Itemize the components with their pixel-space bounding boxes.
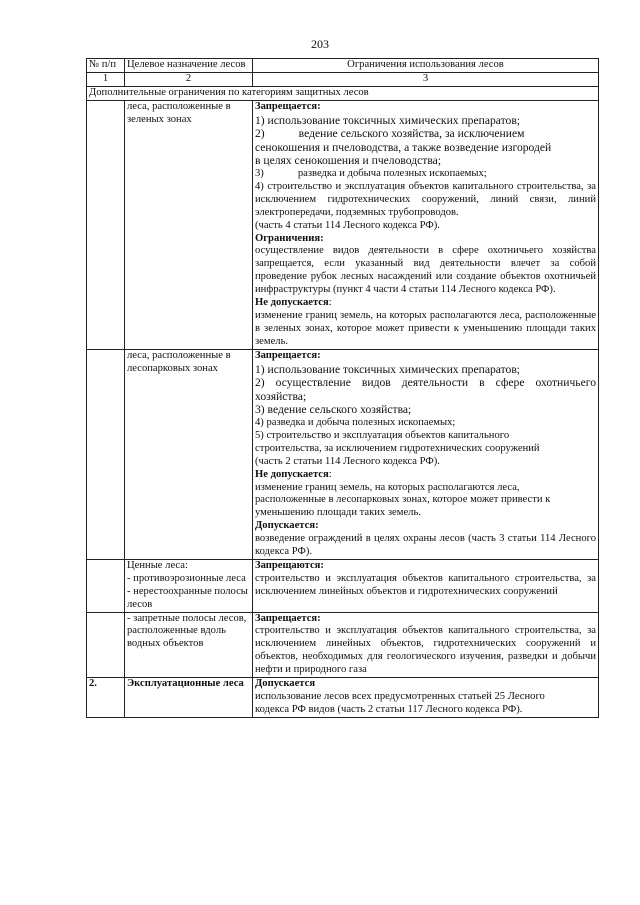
table-row-valuable-forests (87, 559, 599, 612)
row-number-cell (87, 100, 125, 349)
not-allowed-text: изменение границ земель, на которых располагаются леса, (255, 481, 520, 493)
prohibited-heading: Запрещаются: (255, 559, 324, 571)
row-label-valuable-forests: Ценные леса: - противоэрозионные леса - нерестоохранные полосы лесов (125, 559, 253, 612)
column-index-3: 3 (253, 72, 599, 86)
table-row-operational-forests (87, 678, 599, 718)
column-index-1: 1 (87, 72, 125, 86)
table-row-green-zones (87, 100, 599, 349)
list-item: 2) ведение сельского хозяйства, за исключением (255, 127, 525, 141)
list-item-cont: строительства, за исключением гидротехнических сооружений (255, 442, 540, 454)
row-content-valuable-forests (253, 559, 599, 612)
row-number-cell (87, 559, 125, 612)
page-number: 203 (311, 37, 329, 51)
restrictions-table (86, 58, 599, 718)
table-header-row (87, 59, 599, 73)
column-index-row (87, 72, 599, 86)
list-item: 5) строительство и эксплуатация объектов капитального (255, 429, 510, 441)
not-allowed-text: уменьшению площади таких земель. (255, 507, 421, 519)
header-restrictions: Ограничения использования лесов (253, 59, 599, 73)
row-number-cell (87, 349, 125, 559)
allowed-text: кодекса РФ видов (часть 2 статьи 117 Лесного кодекса РФ). (255, 703, 523, 715)
table-row-park-zones (87, 349, 599, 559)
not-allowed-text: расположенные в лесопарковых зонах, которое может привести к (255, 494, 551, 506)
restrictions-text: осуществление видов деятельности в сфере охотничьего хозяйства запрещается, если указанный вид деятельности влечет за собой проведение рубок лесных насаждений или создание объектов охотничьей инфраструктуры (пункт 4 части 4 статьи 114 Лесного кодекса РФ). (255, 245, 596, 296)
not-allowed-text: изменение границ земель, на которых располагаются леса, расположенные в зеленых зонах, которое может привести к уменьшению площади таких земель. (255, 309, 596, 347)
prohibited-heading: Запрещается: (255, 100, 321, 112)
column-index-2: 2 (125, 72, 253, 86)
prohibited-heading: Запрещается: (255, 349, 321, 361)
prohibited-text: строительство и эксплуатация объектов капитального строительства, за исключением линейных объектов и гидротехнических сооружений (255, 572, 596, 597)
row-label-green-zones: леса, расположенные в зеленых зонах (125, 100, 253, 349)
section-row (87, 86, 599, 100)
list-item-cont: сенокошения и пчеловодства, а также возведение изгородей (255, 140, 552, 154)
section-title: Дополнительные ограничения по категориям защитных лесов (87, 86, 599, 100)
not-allowed-heading: Не допускается: (255, 468, 332, 480)
restrictions-heading: Ограничения: (255, 232, 324, 244)
list-item: 4) разведка и добыча полезных ископаемых; (255, 416, 456, 428)
row-label-operational-forests: Эксплуатационные леса (125, 678, 253, 718)
table-row-forbidden-strips (87, 612, 599, 678)
row-content-forbidden-strips (253, 612, 599, 678)
row-label-park-zones: леса, расположенные в лесопарковых зонах (125, 349, 253, 559)
header-number: № п/п (87, 59, 125, 73)
row-content-park-zones (253, 349, 599, 559)
not-allowed-heading: Не допускается: (255, 297, 332, 309)
legal-reference: (часть 4 статьи 114 Лесного кодекса РФ). (255, 219, 440, 231)
row-content-green-zones (253, 100, 599, 349)
row-number: 2. (87, 678, 125, 718)
list-item-cont: в целях сенокошения и пчеловодства; (255, 154, 442, 168)
header-purpose: Целевое назначение лесов (125, 59, 253, 73)
allowed-heading: Допускается: (255, 520, 319, 532)
allowed-text: возведение ограждений в целях охраны лесов (часть 3 статьи 114 Лесного кодекса РФ). (255, 533, 596, 558)
list-item: 1) использование токсичных химических препаратов; (255, 362, 521, 376)
list-item: 1) использование токсичных химических препаратов; (255, 113, 521, 127)
row-number-cell (87, 612, 125, 678)
allowed-heading: Допускается (255, 678, 316, 690)
prohibited-text: строительство и эксплуатация объектов капитального строительства, за исключением линейных объектов, гидротехнических сооружений и объектов, необходимых для геологического изучения, разведки и добычи нефти и природного газа (255, 625, 596, 676)
list-item: 4) строительство и эксплуатация объектов капитального строительства, за исключением гидротехнических сооружений, линий связи, линий электропередачи, подземных трубопроводов. (255, 180, 596, 218)
allowed-text: использование лесов всех предусмотренных статьей 25 Лесного (255, 691, 545, 702)
row-label-forbidden-strips: - запретные полосы лесов, расположенные вдоль водных объектов (125, 612, 253, 678)
legal-reference: (часть 2 статьи 114 Лесного кодекса РФ). (255, 455, 440, 467)
list-item: 3) разведка и добыча полезных ископаемых; (255, 168, 487, 179)
row-content-operational-forests (253, 678, 599, 718)
list-item: 3) ведение сельского хозяйства; (255, 403, 412, 417)
list-item: 2) осуществление видов деятельности в сфере охотничьего хозяйства; (255, 376, 596, 403)
prohibited-heading: Запрещается: (255, 612, 321, 624)
